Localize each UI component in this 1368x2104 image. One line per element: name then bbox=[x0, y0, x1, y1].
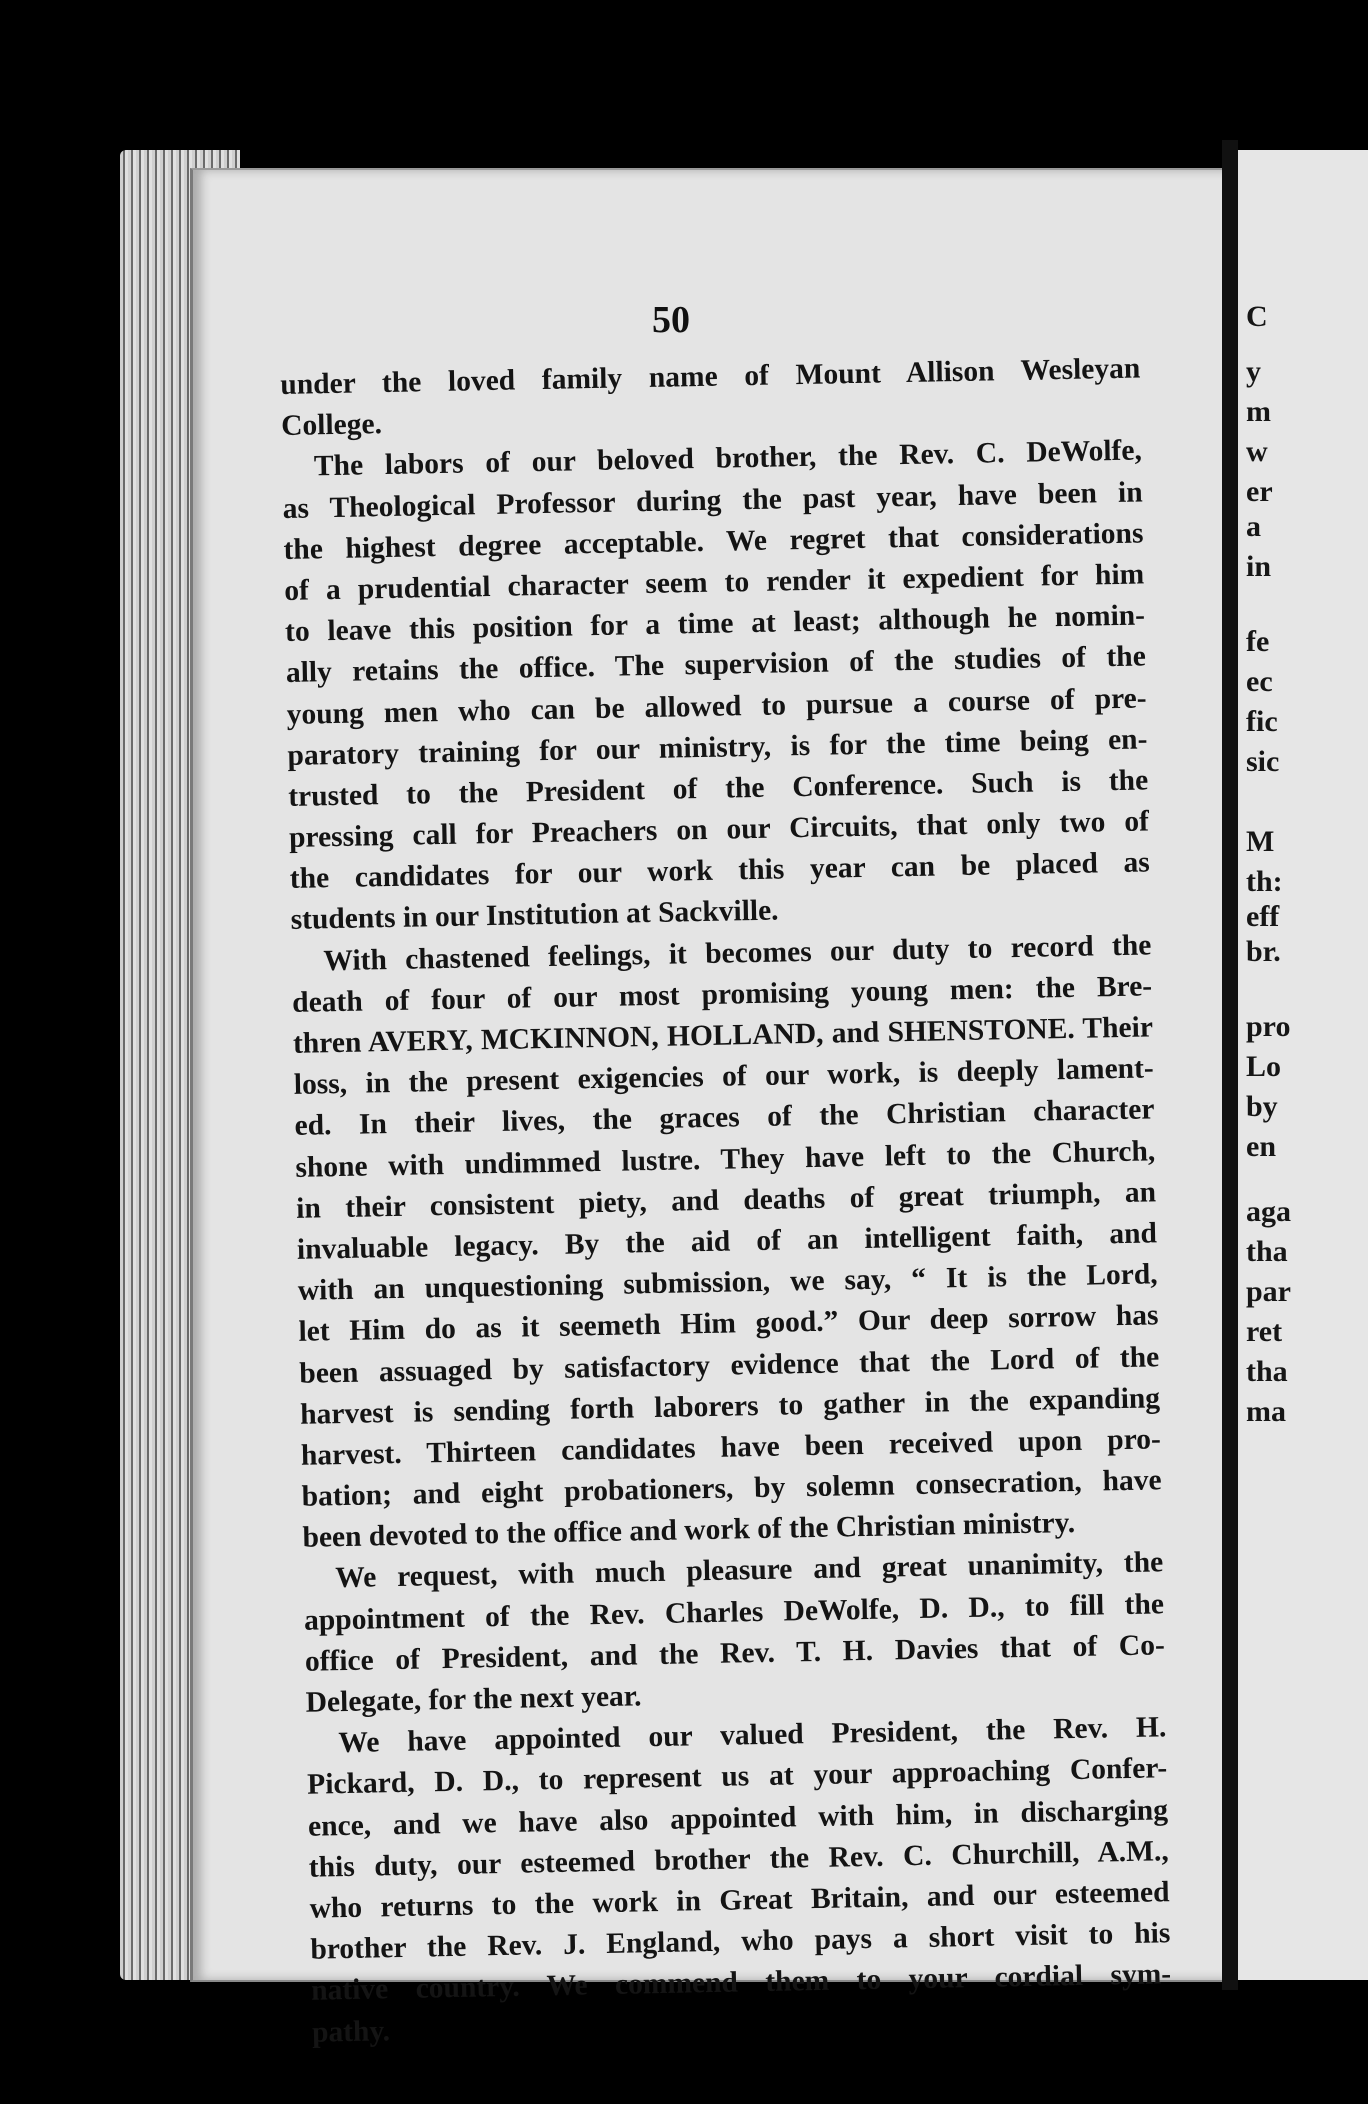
facing-page-text-fragment: eff bbox=[1246, 900, 1280, 933]
text-line: been devoted to the office and work of the Christian ministry. bbox=[302, 1507, 1076, 1555]
text-line: been assuaged by satisfactory evidence that the Lord of the bbox=[299, 1340, 1160, 1390]
text-line: loss, in the present exigencies of our work, is deeply lament- bbox=[293, 1052, 1154, 1102]
facing-page-text-fragment: fe bbox=[1246, 625, 1270, 658]
text-line: shone with undimmed lustre. They have left to the Church, bbox=[295, 1134, 1156, 1184]
text-line: invaluable legacy. By the aid of an intelligent faith, and bbox=[296, 1217, 1158, 1266]
facing-page-text-fragment: C bbox=[1246, 300, 1268, 333]
text-line: students in our Institution at Sackville. bbox=[290, 894, 779, 937]
facing-page-text-fragment: in bbox=[1246, 550, 1272, 583]
facing-page-text-fragment: ec bbox=[1246, 665, 1273, 698]
book-gutter bbox=[1222, 140, 1238, 1990]
text-line: appointment of the Rev. Charles DeWolfe, D. D., to fill the bbox=[303, 1587, 1165, 1637]
text-line: this duty, our esteemed brother the Rev. C. Churchill, A.M., bbox=[308, 1834, 1169, 1884]
text-line: in their consistent piety, and deaths of great triumph, an bbox=[295, 1176, 1157, 1225]
text-line: Pickard, D. D., to represent us at your approaching Confer- bbox=[306, 1752, 1168, 1802]
text-line: office of President, and the Rev. T. H. Davies that of Co- bbox=[304, 1629, 1166, 1678]
text-line: with an unquestioning submission, we say, “ It is the Lord, bbox=[297, 1258, 1158, 1307]
facing-page-text-fragment: tha bbox=[1246, 1235, 1288, 1268]
text-line: harvest. Thirteen candidates have been received upon pro- bbox=[300, 1423, 1162, 1472]
text-line: the highest degree acceptable. We regret that considerations bbox=[283, 517, 1144, 566]
facing-page-text-fragment: tha bbox=[1246, 1355, 1288, 1388]
facing-page-text-fragment: a bbox=[1246, 510, 1261, 543]
facing-page-text-fragment: fic bbox=[1246, 705, 1278, 738]
text-line: as Theological Professor during the past year, have been in bbox=[282, 476, 1143, 525]
text-line: let Him do as it seemeth Him good.” Our deep sorrow has bbox=[298, 1299, 1159, 1349]
text-line: young men who can be allowed to pursue a course of pre- bbox=[286, 681, 1147, 731]
text-line: pressing call for Preachers on our Circuits, that only two of bbox=[288, 805, 1150, 854]
text-line: The labors of our beloved brother, the Rev. C. DeWolfe, bbox=[313, 434, 1143, 483]
text-line: trusted to the President of the Conference. Such is the bbox=[287, 764, 1149, 813]
facing-page-text-fragment: by bbox=[1246, 1090, 1278, 1123]
text-line: death of four of our most promising young men: the Bre- bbox=[291, 970, 1153, 1019]
facing-page-text-fragment: M bbox=[1246, 825, 1275, 858]
text-line: the candidates for our work this year can be placed as bbox=[289, 846, 1151, 896]
facing-page-text-fragment: er bbox=[1246, 475, 1273, 508]
text-line: bation; and eight probationers, by solemn consecration, have bbox=[301, 1464, 1162, 1513]
text-line: With chastened feelings, it becomes our duty to record the bbox=[323, 929, 1152, 977]
text-line: thren AVERY, MCKINNON, HOLLAND, and SHENSTONE. Their bbox=[292, 1011, 1154, 1060]
text-line: ed. In their lives, the graces of the Christian character bbox=[294, 1093, 1155, 1143]
facing-page-text-fragment: Lo bbox=[1246, 1050, 1282, 1083]
text-line: under the loved family name of Mount Allison Wesleyan bbox=[280, 352, 1141, 401]
facing-page-text-fragment: aga bbox=[1246, 1195, 1291, 1228]
text-line: brother the Rev. J. England, who pays a short visit to his bbox=[310, 1917, 1171, 1966]
facing-page-text-fragment: th: bbox=[1246, 865, 1283, 898]
text-line: of a prudential character seem to render it expedient for him bbox=[284, 558, 1145, 607]
facing-page-text-fragment: y bbox=[1246, 355, 1261, 388]
text-line: paratory training for our ministry, is for the time being en- bbox=[287, 723, 1148, 772]
text-line: native country. We commend them to your cordial sym- bbox=[310, 1958, 1172, 2008]
text-line: to leave this position for a time at least; although he nomin- bbox=[284, 599, 1146, 649]
text-line: Delegate, for the next year. bbox=[305, 1680, 642, 1719]
page-number: 50 bbox=[652, 299, 690, 341]
text-line: ence, and we have also appointed with him, in discharging bbox=[307, 1793, 1169, 1843]
facing-page-text-fragment: en bbox=[1246, 1130, 1276, 1163]
text-line: who returns to the work in Great Britain, and our esteemed bbox=[309, 1876, 1170, 1925]
text-line: We have appointed our valued President, the Rev. H. bbox=[338, 1711, 1167, 1760]
facing-page-text-fragment: br. bbox=[1246, 935, 1281, 968]
facing-page-fragment bbox=[1238, 150, 1368, 1980]
facing-page-text-fragment: sic bbox=[1246, 745, 1280, 778]
facing-page-text-fragment: w bbox=[1246, 435, 1268, 468]
text-line: We request, with much pleasure and great unanimity, the bbox=[335, 1546, 1164, 1595]
facing-page-text-fragment: m bbox=[1246, 395, 1271, 428]
text-line: ally retains the office. The supervision of the studies of the bbox=[285, 640, 1147, 690]
text-line: harvest is sending forth laborers to gather in the expanding bbox=[299, 1381, 1161, 1431]
text-line: pathy. bbox=[311, 2014, 391, 2049]
facing-page-text-fragment: pro bbox=[1246, 1010, 1291, 1043]
facing-page-text-fragment: ret bbox=[1246, 1315, 1283, 1348]
text-line: College. bbox=[280, 408, 383, 443]
page-body-text bbox=[280, 348, 1172, 2053]
facing-page-text-fragment: par bbox=[1246, 1275, 1291, 1308]
facing-page-text-fragment: ma bbox=[1246, 1395, 1286, 1428]
